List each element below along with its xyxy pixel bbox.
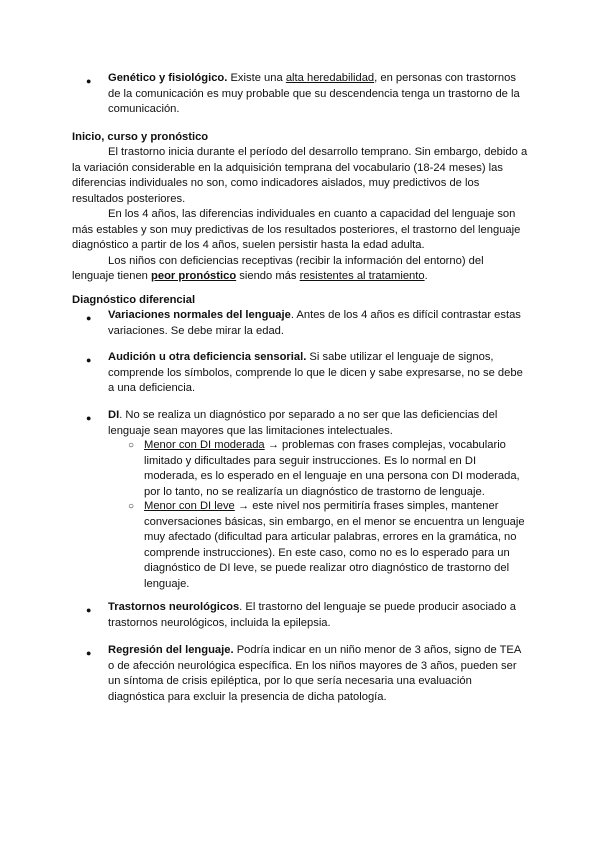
- sub-item-text: → problemas con frases complejas, vocabulario limitado y dificultades para seguir instrucciones. Es lo normal en DI moderada, es lo esperado en el lenguaje en una persona con DI moderada, por lo tanto, no se realizaría un diagnóstico de trastorno de lenguaje.: [144, 439, 520, 498]
- bullet-icon: ●: [86, 313, 92, 323]
- di-moderada-link[interactable]: Menor con DI moderada: [144, 439, 265, 451]
- item-title: Variaciones normales del lenguaje: [108, 309, 291, 321]
- paragraph: En los 4 años, las diferencias individuales en cuanto a capacidad del lenguaje son más estables y son muy predictivas de los resultados posteriores, el trastorno del lenguaje diagnóstico a partir de los 4 años, suelen persistir hasta la edad adulta.: [72, 208, 521, 251]
- item-text: Podría indicar en un niño menor de 3 años, signo de TEA o de afección neurológica específica. En los niños mayores de 3 años, pueden ser un síntoma de crisis epiléptica, por lo que sería necesaria una evaluación diagnóstica para excluir la presencia de dicha patología.: [108, 644, 521, 703]
- sub-item-di-leve: [144, 499, 528, 592]
- heredabilidad-link[interactable]: alta heredabilidad: [285, 72, 375, 84]
- paragraph-text: siendo más: [236, 270, 300, 282]
- item-text: Si sabe utilizar el lenguaje de signos, comprende los símbolos, comprende lo que le dicen y sabe expresarse, no se debe a una deficiencia.: [108, 351, 523, 394]
- item-title: DI: [108, 409, 120, 421]
- sub-bullet-icon: ○: [128, 501, 135, 512]
- item-text: . Antes de los 4 años es difícil contrastar estas variaciones. Se debe mirar la edad.: [108, 309, 521, 337]
- list-item-variaciones: [108, 308, 528, 339]
- list-item-audicion: [108, 350, 528, 397]
- sub-bullet-icon: ○: [128, 440, 135, 451]
- item-text: . El trastorno del lenguaje se puede producir asociado a trastornos neurológicos, incluida la epilepsia.: [108, 601, 516, 629]
- item-text: . No se realiza un diagnóstico por separado a no ser que las deficiencias del lenguaje sean mayores que las limitaciones intelectuales.: [108, 409, 498, 437]
- section-body-inicio: [72, 145, 528, 285]
- item-title: Regresión del lenguaje.: [108, 644, 234, 656]
- list-item-di: [108, 408, 528, 439]
- bullet-icon: ●: [86, 76, 92, 86]
- bullet-icon: ●: [86, 413, 92, 423]
- item-text: , en personas con trastornos de la comunicación es muy probable que su descendencia tenga un trastorno de la comunicación.: [108, 72, 520, 115]
- section-heading-inicio: Inicio, curso y pronóstico: [72, 131, 209, 143]
- sub-item-di-moderada: [144, 438, 528, 500]
- sub-item-text: → este nivel nos permitiría frases simples, mantener conversaciones básicas, sin embargo, en el menor se encuentra un lenguaje muy afectado (dificultad para articular palabras, errores en la gramática, no comprende instrucciones). En este caso, como no es lo esperado para un diagnóstico de DI leve, se puede realizar otro diagnóstico de trastorno del lenguaje.: [144, 500, 525, 590]
- paragraph-text: Los niños con deficiencias receptivas (recibir la información del entorno) del lenguaje tienen: [72, 254, 484, 282]
- item-title: Audición u otra deficiencia sensorial.: [108, 351, 307, 363]
- list-item-genetico: [108, 71, 528, 118]
- bullet-icon: ●: [86, 605, 92, 615]
- paragraph-text: .: [424, 270, 428, 282]
- di-leve-link[interactable]: Menor con DI leve: [144, 500, 235, 512]
- paragraph: El trastorno inicia durante el período del desarrollo temprano. Sin embargo, debido a la variación considerable en la adquisición temprana del vocabulario (18-24 meses) las diferencias individuales no son, como indicadores aislados, muy predictivos de los resultados posteriores.: [72, 146, 528, 205]
- item-title: Trastornos neurológicos: [108, 601, 240, 613]
- bullet-icon: ●: [86, 648, 92, 658]
- item-title: Genético y fisiológico.: [108, 72, 228, 84]
- list-item-regresion: [108, 643, 528, 705]
- section-heading-diagnostico: Diagnóstico diferencial: [72, 294, 196, 306]
- bullet-icon: ●: [86, 355, 92, 365]
- list-item-neurologicos: [108, 600, 528, 631]
- item-text: Existe una: [227, 72, 286, 84]
- emphasis-text: peor pronóstico: [151, 270, 237, 282]
- tratamiento-link[interactable]: resistentes al tratamiento: [299, 270, 425, 282]
- paragraph: [72, 254, 528, 285]
